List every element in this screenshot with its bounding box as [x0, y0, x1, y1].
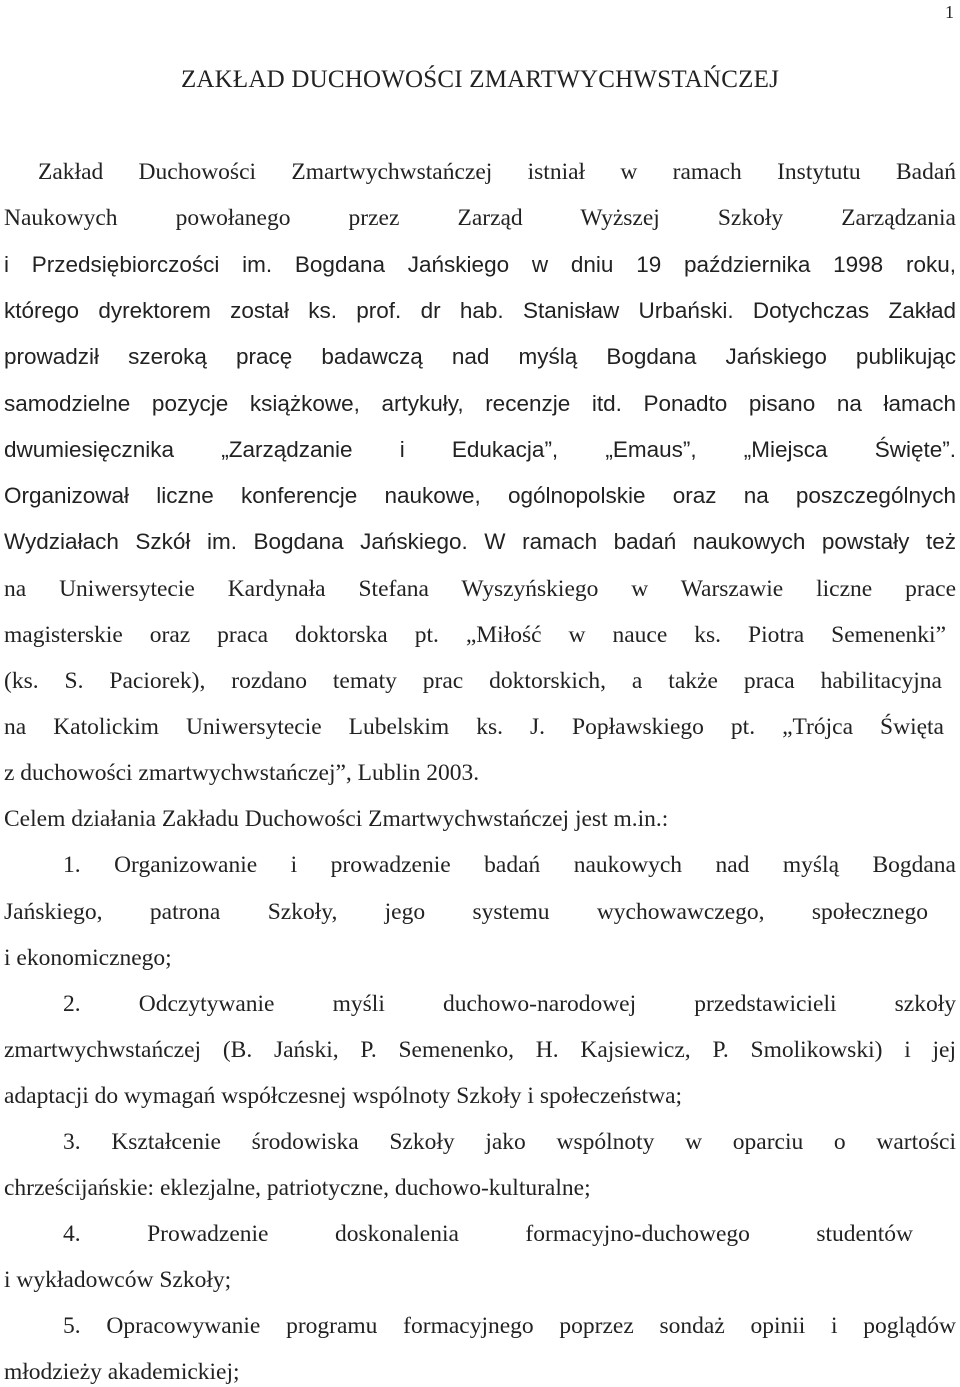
text-line: magisterskie oraz praca doktorska pt. „Miłość w nauce ks. Piotra Semenenki” [4, 622, 946, 648]
text-line: i Przedsiębiorczości im. Bogdana Jańskiego w dniu 19 października 1998 roku, [4, 252, 956, 277]
text-line: dwumiesięcznika „Zarządzanie i Edukacja”, „Emaus”, „Miejsca Święte”. [4, 437, 956, 462]
text-line: (ks. S. Paciorek), rozdano tematy prac doktorskich, a także praca habilitacyjna [4, 668, 942, 694]
list-item: 4. Prowadzenie doskonalenia formacyjno-duchowego studentów [63, 1221, 913, 1247]
list-item-continuation: i wykładowców Szkoły; [4, 1267, 232, 1293]
text-line: którego dyrektorem został ks. prof. dr hab. Stanisław Urbański. Dotychczas Zakład [4, 298, 956, 323]
list-item-continuation: adaptacji do wymagań współczesnej wspólnoty Szkoły i społeczeństwa; [4, 1083, 683, 1109]
list-item-continuation: młodzieży akademickiej; [4, 1359, 240, 1385]
page-title: ZAKŁAD DUCHOWOŚCI ZMARTWYCHWSTAŃCZEJ [180, 66, 780, 93]
list-item: 3. Kształcenie środowiska Szkoły jako wspólnoty w oparciu o wartości [63, 1129, 956, 1155]
list-item-continuation: chrześcijańskie: eklezjalne, patriotyczne, duchowo-kulturalne; [4, 1175, 591, 1201]
text-line: z duchowości zmartwychwstańczej”, Lublin 2003. [4, 760, 480, 786]
text-line: na Katolickim Uniwersytecie Lubelskim ks. J. Popławskiego pt. „Trójca Święta [4, 714, 944, 740]
text-line: Zakład Duchowości Zmartwychwstańczej istniał w ramach Instytutu Badań [38, 159, 956, 185]
text-line: Naukowych powołanego przez Zarząd Wyższej Szkoły Zarządzania [4, 205, 956, 231]
text-line: samodzielne pozycje książkowe, artykuły, recenzje itd. Ponadto pisano na łamach [4, 391, 956, 416]
list-item: 5. Opracowywanie programu formacyjnego poprzez sondaż opinii i poglądów [63, 1313, 956, 1339]
list-item-continuation: Jańskiego, patrona Szkoły, jego systemu wychowawczego, społecznego [4, 899, 928, 925]
text-line: Organizował liczne konferencje naukowe, ogólnopolskie oraz na poszczególnych [4, 483, 956, 508]
text-line: Celem działania Zakładu Duchowości Zmartwychwstańczej jest m.in.: [4, 806, 669, 832]
text-line: Wydziałach Szkół im. Bogdana Jańskiego. W ramach badań naukowych powstały też [4, 529, 956, 554]
list-item: 1. Organizowanie i prowadzenie badań naukowych nad myślą Bogdana [63, 852, 956, 878]
list-item-continuation: i ekonomicznego; [4, 945, 172, 971]
list-item-continuation: zmartwychwstańczej (B. Jański, P. Semenenko, H. Kajsiewicz, P. Smolikowski) i jej [4, 1037, 956, 1063]
text-line: prowadził szeroką pracę badawczą nad myślą Bogdana Jańskiego publikując [4, 344, 956, 369]
page-number: 1 [945, 2, 954, 22]
text-line: na Uniwersytecie Kardynała Stefana Wyszyńskiego w Warszawie liczne prace [4, 576, 956, 602]
list-item: 2. Odczytywanie myśli duchowo-narodowej przedstawicieli szkoły [63, 991, 956, 1017]
